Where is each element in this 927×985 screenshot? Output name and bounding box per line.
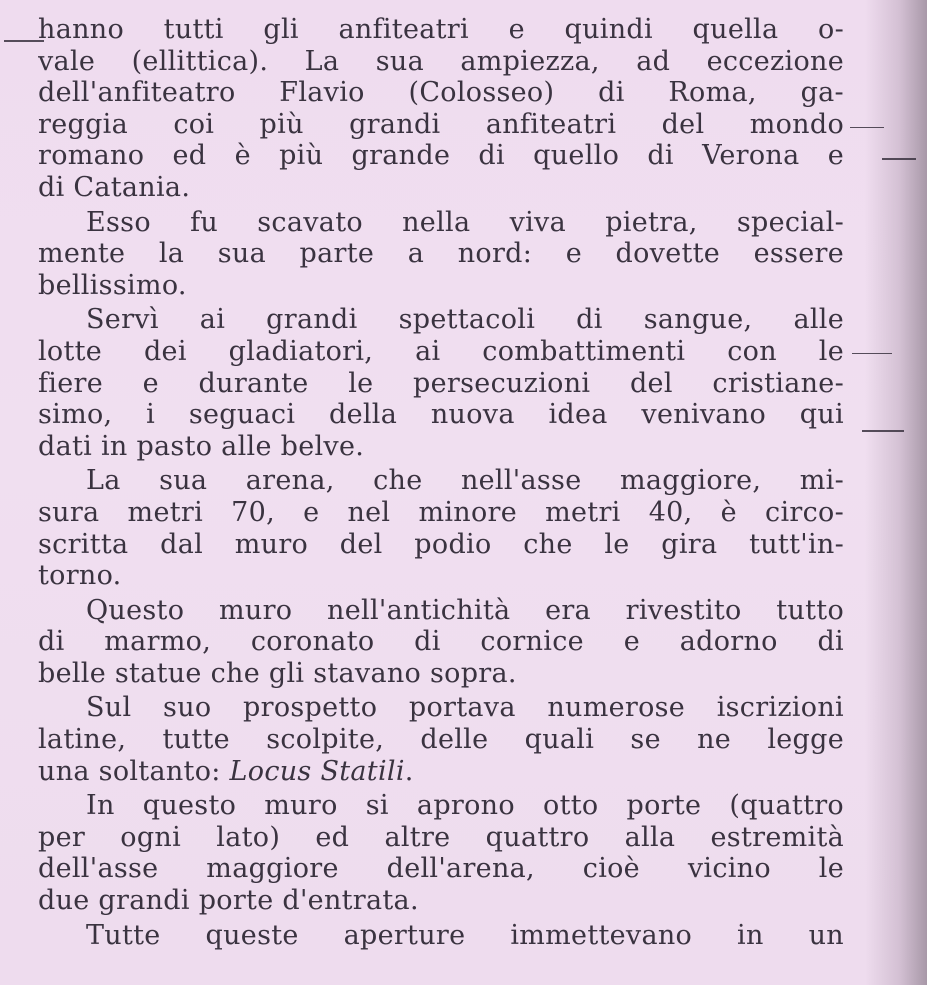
text-line: torno. (38, 560, 122, 592)
text-line: due grandi porte d'entrata. (38, 885, 419, 917)
text-line: di marmo, coronato di cornice e adorno di (38, 626, 844, 658)
text-line: bellissimo. (38, 269, 187, 301)
paragraph (38, 304, 844, 462)
page-edge-shadow (865, 0, 927, 985)
paragraph (38, 14, 844, 204)
text-line: hanno tutti gli anfiteatri e quindi quella o- (38, 14, 844, 45)
body-text (38, 14, 844, 951)
text-line: dell'asse maggiore dell'arena, cioè vicino le (38, 853, 844, 885)
paragraph (38, 207, 844, 302)
text-line: dati in pasto alle belve. (38, 430, 365, 462)
text-line: Sul suo prospetto portava numerose iscrizioni (86, 692, 844, 724)
text-line: lotte dei gladiatori, ai combattimenti con le (38, 335, 844, 367)
text-line: vale (ellittica). La sua ampiezza, ad eccezione (38, 45, 844, 77)
paragraph (38, 465, 844, 591)
text-line: Servì ai grandi spettacoli di sangue, alle (86, 304, 844, 336)
text-line: latine, tutte scolpite, delle quali se ne legge (38, 724, 844, 756)
margin-mark (862, 430, 904, 432)
text-line: fiere e durante le persecuzioni del cristiane- (38, 367, 844, 399)
text-line: per ogni lato) ed altre quattro alla estremità (38, 821, 844, 853)
text-line: sura metri 70, e nel minore metri 40, è circo- (38, 496, 844, 528)
italic-inscription: Locus Statili (229, 755, 405, 787)
text-span: . (404, 755, 414, 787)
paragraph (38, 692, 844, 787)
text-line: simo, i seguaci della nuova idea venivano qui (38, 399, 844, 431)
text-span: una soltanto: (38, 755, 230, 787)
text-line: di Catania. (38, 171, 191, 203)
text-line: dell'anfiteatro Flavio (Colosseo) di Roma, ga- (38, 77, 844, 109)
text-line: Esso fu scavato nella viva pietra, special- (86, 206, 844, 238)
text-line: romano ed è più grande di quello di Verona e (38, 140, 844, 172)
text-line: Questo muro nell'antichità era rivestito tutto (86, 594, 844, 626)
margin-mark (882, 158, 916, 160)
paragraph (38, 920, 844, 952)
text-line: belle statue che gli stavano sopra. (38, 657, 517, 689)
text-line: mente la sua parte a nord: e dovette essere (38, 238, 844, 270)
text-line: In questo muro si aprono otto porte (quattro (86, 790, 844, 822)
text-line: scritta dal muro del podio che le gira tutt'in- (38, 528, 844, 560)
text-line: Tutte queste aperture immettevano in un (86, 919, 844, 951)
text-line (38, 756, 844, 788)
margin-mark (850, 127, 884, 128)
paragraph (38, 790, 844, 916)
paragraph (38, 595, 844, 690)
text-line: reggia coi più grandi anfiteatri del mondo (38, 108, 844, 140)
text-line: La sua arena, che nell'asse maggiore, mi- (86, 465, 844, 497)
margin-mark (852, 353, 892, 354)
